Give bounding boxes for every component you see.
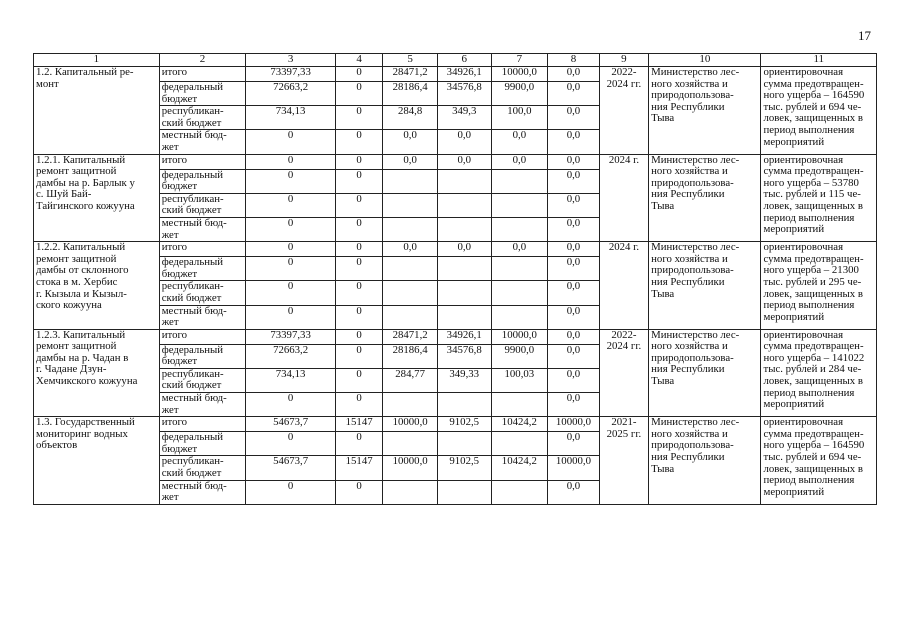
- expected-result: ориентировочная сумма предотвращен- ного ущерба – 21300 тыс. рублей и 295 че- ловек, защищенных в период выполнения мероприятий: [761, 242, 877, 330]
- amount-cell: 0,0: [548, 305, 600, 329]
- amount-cell: 0: [335, 257, 382, 281]
- amount-cell: 0,0: [548, 217, 600, 241]
- amount-cell: 100,0: [491, 106, 548, 130]
- responsible-executor: Министерство лес- ного хозяйства и природопользова- ния Республики Тыва: [649, 329, 761, 417]
- amount-cell: 0,0: [548, 169, 600, 193]
- amount-cell: 0: [246, 305, 336, 329]
- funding-source: местный бюд- жет: [159, 393, 246, 417]
- amount-cell: 0: [246, 432, 336, 456]
- amount-cell: [383, 480, 438, 504]
- expected-result: ориентировочная сумма предотвращен- ного ущерба – 164590 тыс. рублей и 694 че- ловек, защищенных в период выполнения мероприятий: [761, 417, 877, 505]
- responsible-executor: Министерство лес- ного хозяйства и природопользова- ния Республики Тыва: [649, 417, 761, 505]
- amount-cell: [437, 480, 491, 504]
- amount-cell: [383, 281, 438, 305]
- amount-cell: 10424,2: [491, 417, 548, 432]
- amount-cell: 0: [246, 130, 336, 154]
- amount-cell: 0: [335, 154, 382, 169]
- responsible-executor: Министерство лес- ного хозяйства и природопользова- ния Республики Тыва: [649, 154, 761, 242]
- implementation-years: 2024 г.: [599, 242, 648, 330]
- column-header-6: 6: [437, 54, 491, 67]
- amount-cell: 9102,5: [437, 456, 491, 480]
- amount-cell: 0: [335, 130, 382, 154]
- amount-cell: 0: [335, 344, 382, 368]
- amount-cell: 0: [335, 329, 382, 344]
- amount-cell: [437, 305, 491, 329]
- amount-cell: 0,0: [548, 344, 600, 368]
- amount-cell: [383, 393, 438, 417]
- amount-cell: 349,3: [437, 106, 491, 130]
- measure-name: 1.2.2. Капитальный ремонт защитной дамбы от склонного стока в м. Хербис г. Кызыла и Кызыл- ского кожууна: [34, 242, 160, 330]
- amount-cell: 0: [246, 193, 336, 217]
- amount-cell: [437, 257, 491, 281]
- amount-cell: 10424,2: [491, 456, 548, 480]
- amount-cell: 0,0: [548, 329, 600, 344]
- amount-cell: 284,8: [383, 106, 438, 130]
- amount-cell: 0: [335, 67, 382, 82]
- amount-cell: 0: [246, 393, 336, 417]
- amount-cell: 0,0: [548, 193, 600, 217]
- amount-cell: 0,0: [548, 281, 600, 305]
- amount-cell: 0: [335, 368, 382, 392]
- amount-cell: [383, 257, 438, 281]
- amount-cell: 0,0: [548, 393, 600, 417]
- page-number: 17: [858, 28, 871, 43]
- amount-cell: 10000,0: [383, 456, 438, 480]
- amount-cell: 0: [335, 305, 382, 329]
- amount-cell: [383, 193, 438, 217]
- amount-cell: 0: [246, 242, 336, 257]
- amount-cell: [437, 281, 491, 305]
- column-header-4: 4: [335, 54, 382, 67]
- amount-cell: 0: [246, 257, 336, 281]
- amount-cell: 0,0: [548, 432, 600, 456]
- amount-cell: 0,0: [548, 67, 600, 82]
- amount-cell: 54673,7: [246, 456, 336, 480]
- program-table: [33, 53, 877, 505]
- amount-cell: 73397,33: [246, 329, 336, 344]
- amount-cell: 0,0: [383, 130, 438, 154]
- table-row: [34, 67, 877, 82]
- funding-source: итого: [159, 67, 246, 82]
- amount-cell: [437, 393, 491, 417]
- column-header-2: 2: [159, 54, 246, 67]
- responsible-executor: Министерство лес- ного хозяйства и природопользова- ния Республики Тыва: [649, 67, 761, 155]
- funding-source: федеральный бюджет: [159, 432, 246, 456]
- funding-source: итого: [159, 417, 246, 432]
- amount-cell: 0: [335, 432, 382, 456]
- amount-cell: 0: [335, 217, 382, 241]
- amount-cell: 34576,8: [437, 82, 491, 106]
- amount-cell: 0,0: [491, 242, 548, 257]
- table-row: [34, 242, 877, 257]
- funding-source: итого: [159, 154, 246, 169]
- amount-cell: 9900,0: [491, 344, 548, 368]
- expected-result: ориентировочная сумма предотвращен- ного ущерба – 141022 тыс. рублей и 284 че- ловек, защищенных в период выполнения мероприятий: [761, 329, 877, 417]
- amount-cell: 0: [246, 169, 336, 193]
- amount-cell: 0,0: [491, 154, 548, 169]
- column-header-5: 5: [383, 54, 438, 67]
- measure-name: 1.2.3. Капитальный ремонт защитной дамбы на р. Чадан в г. Чадане Дзун- Хемчикского кожууна: [34, 329, 160, 417]
- funding-source: местный бюд- жет: [159, 217, 246, 241]
- implementation-years: 2021- 2025 гг.: [599, 417, 648, 505]
- funding-source: федеральный бюджет: [159, 169, 246, 193]
- amount-cell: 28186,4: [383, 82, 438, 106]
- amount-cell: [491, 432, 548, 456]
- column-header-8: 8: [548, 54, 600, 67]
- funding-source: местный бюд- жет: [159, 130, 246, 154]
- amount-cell: [437, 432, 491, 456]
- amount-cell: 0,0: [548, 154, 600, 169]
- amount-cell: [383, 217, 438, 241]
- amount-cell: 15147: [335, 417, 382, 432]
- amount-cell: 0: [335, 193, 382, 217]
- amount-cell: 9900,0: [491, 82, 548, 106]
- funding-source: местный бюд- жет: [159, 480, 246, 504]
- amount-cell: 0: [335, 82, 382, 106]
- column-header-11: 11: [761, 54, 877, 67]
- amount-cell: 73397,33: [246, 67, 336, 82]
- amount-cell: 0: [335, 242, 382, 257]
- amount-cell: 0,0: [548, 106, 600, 130]
- column-header-10: 10: [649, 54, 761, 67]
- funding-source: федеральный бюджет: [159, 82, 246, 106]
- amount-cell: 0: [246, 217, 336, 241]
- amount-cell: 349,33: [437, 368, 491, 392]
- amount-cell: 10000,0: [491, 67, 548, 82]
- amount-cell: [437, 217, 491, 241]
- amount-cell: 0,0: [383, 242, 438, 257]
- amount-cell: 0: [335, 393, 382, 417]
- amount-cell: 0,0: [437, 242, 491, 257]
- implementation-years: 2022- 2024 гг.: [599, 329, 648, 417]
- amount-cell: 28471,2: [383, 67, 438, 82]
- funding-source: итого: [159, 329, 246, 344]
- amount-cell: 734,13: [246, 368, 336, 392]
- table-row: [34, 329, 877, 344]
- amount-cell: 0,0: [437, 130, 491, 154]
- amount-cell: [383, 432, 438, 456]
- measure-name: 1.3. Государственный мониторинг водных объектов: [34, 417, 160, 505]
- amount-cell: 100,03: [491, 368, 548, 392]
- amount-cell: [491, 281, 548, 305]
- amount-cell: 28186,4: [383, 344, 438, 368]
- amount-cell: 10000,0: [491, 329, 548, 344]
- amount-cell: 0: [246, 480, 336, 504]
- table-row: [34, 417, 877, 432]
- funding-source: республикан- ский бюджет: [159, 193, 246, 217]
- amount-cell: [491, 217, 548, 241]
- funding-source: республикан- ский бюджет: [159, 368, 246, 392]
- amount-cell: 34576,8: [437, 344, 491, 368]
- measure-name: 1.2.1. Капитальный ремонт защитной дамбы на р. Барлык у с. Шуй Бай- Тайгинского кожууна: [34, 154, 160, 242]
- amount-cell: 0,0: [383, 154, 438, 169]
- amount-cell: 10000,0: [548, 456, 600, 480]
- amount-cell: [491, 169, 548, 193]
- funding-source: республикан- ский бюджет: [159, 281, 246, 305]
- implementation-years: 2024 г.: [599, 154, 648, 242]
- expected-result: ориентировочная сумма предотвращен- ного ущерба – 53780 тыс. рублей и 115 че- ловек, защищенных в период выполнения мероприятий: [761, 154, 877, 242]
- amount-cell: 72663,2: [246, 344, 336, 368]
- implementation-years: 2022- 2024 гг.: [599, 67, 648, 155]
- amount-cell: [383, 169, 438, 193]
- amount-cell: 0: [246, 281, 336, 305]
- column-header-9: 9: [599, 54, 648, 67]
- amount-cell: 34926,1: [437, 329, 491, 344]
- amount-cell: [491, 257, 548, 281]
- amount-cell: 0: [335, 480, 382, 504]
- amount-cell: [437, 169, 491, 193]
- column-header-3: 3: [246, 54, 336, 67]
- amount-cell: [491, 193, 548, 217]
- amount-cell: 0: [335, 281, 382, 305]
- amount-cell: 0,0: [548, 82, 600, 106]
- amount-cell: 0: [246, 154, 336, 169]
- amount-cell: 0: [335, 106, 382, 130]
- amount-cell: 0,0: [548, 368, 600, 392]
- amount-cell: 0,0: [548, 242, 600, 257]
- table-body: [34, 67, 877, 505]
- amount-cell: 10000,0: [383, 417, 438, 432]
- amount-cell: 734,13: [246, 106, 336, 130]
- amount-cell: 0,0: [548, 480, 600, 504]
- amount-cell: 0,0: [548, 130, 600, 154]
- amount-cell: 0,0: [437, 154, 491, 169]
- responsible-executor: Министерство лес- ного хозяйства и природопользова- ния Республики Тыва: [649, 242, 761, 330]
- funding-source: республикан- ский бюджет: [159, 106, 246, 130]
- amount-cell: 0,0: [548, 257, 600, 281]
- funding-source: местный бюд- жет: [159, 305, 246, 329]
- column-header-7: 7: [491, 54, 548, 67]
- amount-cell: 34926,1: [437, 67, 491, 82]
- amount-cell: [491, 305, 548, 329]
- column-header-1: 1: [34, 54, 160, 67]
- amount-cell: [437, 193, 491, 217]
- amount-cell: 0: [335, 169, 382, 193]
- amount-cell: 54673,7: [246, 417, 336, 432]
- amount-cell: 9102,5: [437, 417, 491, 432]
- amount-cell: 10000,0: [548, 417, 600, 432]
- measure-name: 1.2. Капитальный ре- монт: [34, 67, 160, 155]
- funding-source: республикан- ский бюджет: [159, 456, 246, 480]
- amount-cell: 28471,2: [383, 329, 438, 344]
- amount-cell: [383, 305, 438, 329]
- funding-source: федеральный бюджет: [159, 344, 246, 368]
- funding-source: федеральный бюджет: [159, 257, 246, 281]
- amount-cell: [491, 480, 548, 504]
- amount-cell: [491, 393, 548, 417]
- amount-cell: 72663,2: [246, 82, 336, 106]
- table-row: [34, 154, 877, 169]
- amount-cell: 284,77: [383, 368, 438, 392]
- funding-source: итого: [159, 242, 246, 257]
- amount-cell: 0,0: [491, 130, 548, 154]
- amount-cell: 15147: [335, 456, 382, 480]
- header-row: [34, 54, 877, 67]
- expected-result: ориентировочная сумма предотвращен- ного ущерба – 164590 тыс. рублей и 694 че- ловек, защищенных в период выполнения мероприятий: [761, 67, 877, 155]
